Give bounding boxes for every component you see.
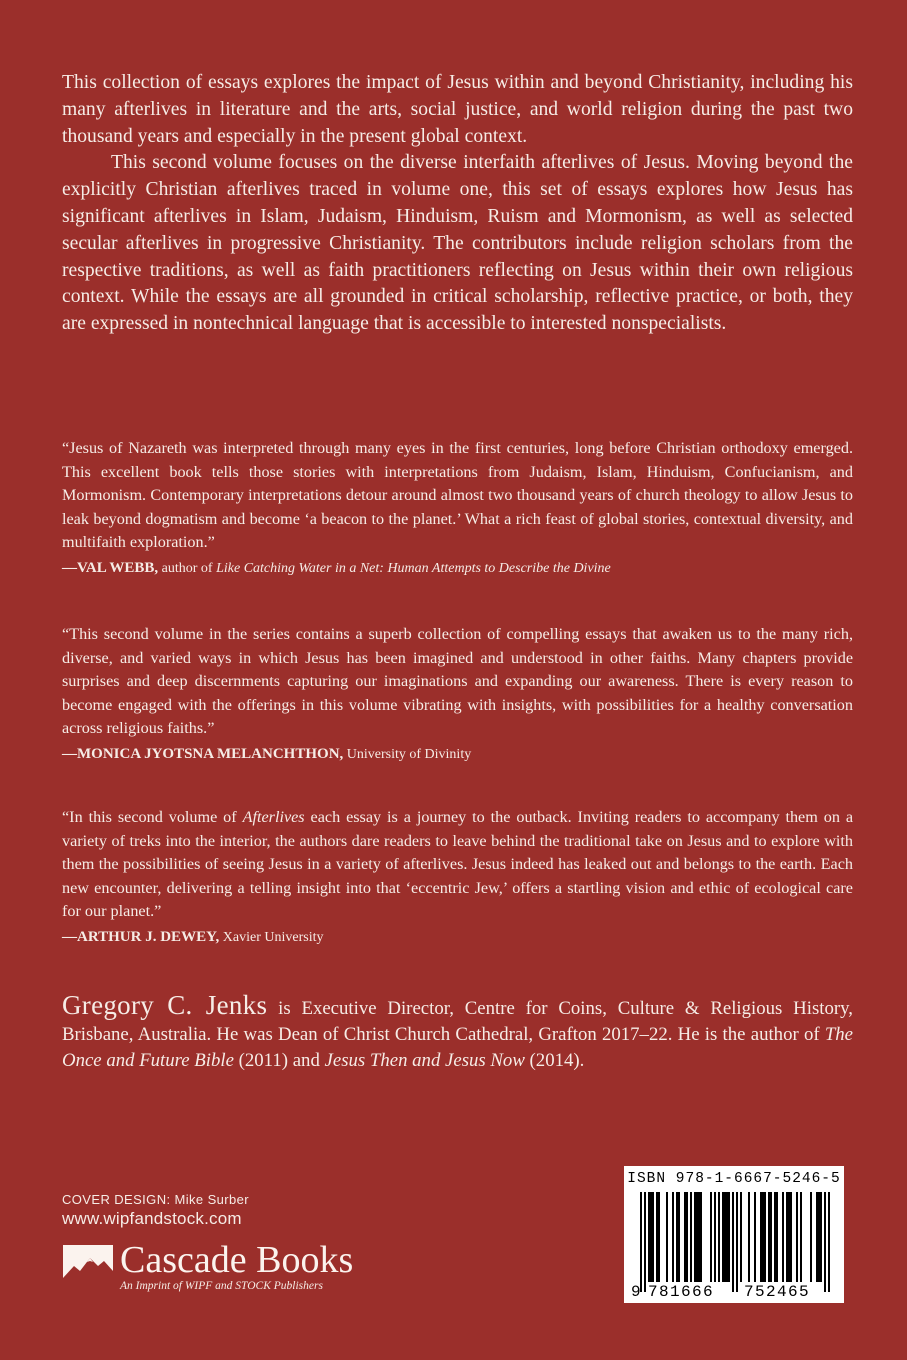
barcode-bar: [764, 1192, 766, 1282]
barcode-bar: [788, 1192, 790, 1282]
endorser-affiliation: University of Divinity: [343, 746, 472, 762]
barcode-bar: [686, 1192, 688, 1282]
quote-book-title: Afterlives: [242, 808, 305, 826]
bio-book-title-1: The Once and Future Bible: [62, 1024, 853, 1071]
barcode-bar: [722, 1192, 724, 1282]
publisher-logo: [62, 1239, 392, 1302]
barcode-bar: [656, 1192, 658, 1282]
publisher-website: www.wipfandstock.com: [62, 1209, 242, 1228]
barcode-bar: [650, 1192, 652, 1282]
barcode-bar: [710, 1192, 712, 1282]
barcode-bar: [728, 1192, 730, 1282]
endorsement-attribution: [62, 557, 853, 581]
barcode-bar: [818, 1192, 820, 1282]
barcode-bar: [658, 1192, 660, 1282]
barcode-bar: [790, 1192, 792, 1282]
quote-text-start: “In this second volume of: [62, 808, 243, 826]
barcode-bar: [800, 1192, 802, 1282]
endorser-affiliation: Xavier University: [219, 929, 324, 945]
barcode-right-digits: 752465: [744, 1283, 811, 1301]
barcode-bar: [754, 1192, 756, 1282]
isbn-barcode: [624, 1166, 844, 1303]
barcode-icon: [624, 1192, 844, 1292]
barcode-bar: [782, 1192, 784, 1282]
description-paragraph-2: This second volume focuses on the diverse interfaith afterlives of Jesus. Moving beyond the explicitly Christian afterlives traced in volume one, this set of essays explores how Jesus has significant afterlives in Islam, Judaism, Hinduism, Ruism and Mormonism, as well as selected secular afterlives in progressive Christianity. The contributors include religion scholars from the respective traditions, as well as faith practitioners reflecting on Jesus within their own religious context. While the essays are all grounded in critical scholarship, reflective practice, or both, they are expressed in nontechnical language that is accessible to interested nonspecialists.: [62, 152, 853, 335]
barcode-bar: [694, 1192, 696, 1282]
publisher-name: Cascade Books: [120, 1239, 354, 1281]
barcode-left-digits: 781666: [648, 1283, 715, 1301]
barcode-bar: [824, 1192, 826, 1292]
barcode-bar: [726, 1192, 728, 1282]
endorsement-3: [62, 806, 853, 950]
barcode-bar: [666, 1192, 668, 1282]
barcode-bar: [696, 1192, 698, 1282]
barcode-bar: [640, 1192, 642, 1292]
barcode-bar: [690, 1192, 692, 1282]
barcode-bar: [732, 1192, 734, 1292]
endorsement-2: [62, 623, 853, 767]
barcode-bar: [698, 1192, 700, 1282]
endorser-name: —MONICA JYOTSNA MELANCHTHON,: [62, 745, 344, 762]
barcode-bar: [770, 1192, 772, 1282]
endorsement-quote: “This second volume in the series contains a superb collection of compelling essays that awaken us to the many rich, diverse, and varied ways in which Jesus has been imagined and understood in other faiths. Many chapters provide surprises and deep discernments capturing our imaginations and expanding our awareness. There is every reason to become engaged with the offerings in this volume vibrating with insights, with possibilities for a healthy conversation across religious faiths.”: [62, 625, 853, 738]
barcode-bar: [736, 1192, 738, 1292]
barcode-bar: [648, 1192, 650, 1282]
barcode-lead-digit: 9: [631, 1283, 643, 1301]
barcode-bar: [652, 1192, 654, 1282]
barcode-bar: [672, 1192, 674, 1282]
bio-text: (2014).: [524, 1050, 585, 1071]
cover-design-credit: COVER DESIGN: Mike Surber: [62, 1192, 249, 1207]
author-bio: [62, 992, 853, 1074]
barcode-bar: [776, 1192, 778, 1282]
barcode-bar: [816, 1192, 818, 1282]
barcode-bar: [796, 1192, 798, 1282]
endorsement-1: [62, 437, 853, 581]
barcode-bar: [740, 1192, 742, 1282]
endorser-name: —VAL WEBB,: [62, 559, 159, 576]
credits: [62, 1192, 249, 1229]
barcode-bar: [684, 1192, 686, 1282]
author-name: Gregory C. Jenks: [62, 990, 268, 1020]
mountain-logo-icon: [62, 1244, 114, 1288]
endorser-book-title: Like Catching Water in a Net: Human Attempts to Describe the Divine: [216, 560, 611, 576]
barcode-bar: [762, 1192, 764, 1282]
description-paragraph-1: This collection of essays explores the impact of Jesus within and beyond Christianity, including his many afterlives in literature and the arts, social justice, and world religion during the past two thousand years and especially in the present global context.: [62, 72, 853, 147]
barcode-bar: [786, 1192, 788, 1282]
barcode-bar: [718, 1192, 720, 1282]
bio-text: is Executive Director, Centre for Coins, Culture & Religious History, Brisbane, Australia. He was Dean of Christ Church Cathedral, Grafton 2017–22. He is the author of: [62, 998, 853, 1045]
endorsement-quote: [62, 806, 853, 924]
endorser-affiliation-prefix: author of: [158, 560, 217, 576]
barcode-bar: [714, 1192, 716, 1282]
barcode-bar: [700, 1192, 702, 1282]
barcode-bar: [644, 1192, 646, 1292]
description-blurb: [62, 70, 853, 338]
barcode-bar: [820, 1192, 822, 1282]
isbn-label: ISBN 978-1-6667-5246-5: [627, 1171, 841, 1187]
bio-book-title-2: Jesus Then and Jesus Now: [324, 1050, 525, 1071]
bio-text: (2011) and: [233, 1050, 325, 1071]
endorsement-attribution: [62, 926, 853, 950]
barcode-bar: [676, 1192, 678, 1282]
barcode-bar: [828, 1192, 830, 1292]
barcode-bar: [768, 1192, 770, 1282]
barcode-bar: [724, 1192, 726, 1282]
endorsement-quote: “Jesus of Nazareth was interpreted through many eyes in the first centuries, long before Christian orthodoxy emerged. This excellent book tells those stories with interpretations from Judaism, Islam, Hinduism, Confucianism, and Mormonism. Contemporary interpretations detour around almost two thousand years of church theology to allow Jesus to leak beyond dogmatism and become ‘a beacon to the planet.’ What a rich feast of global stories, contextual diversity, and multifaith exploration.”: [62, 439, 853, 552]
barcode-bar: [748, 1192, 750, 1282]
publisher-imprint: An Imprint of WIPF and STOCK Publishers: [120, 1280, 323, 1292]
endorsement-attribution: [62, 743, 853, 767]
barcode-bar: [760, 1192, 762, 1282]
barcode-bar: [810, 1192, 812, 1282]
endorser-name: —ARTHUR J. DEWEY,: [62, 928, 220, 945]
quote-text-end: each essay is a journey to the outback. Inviting readers to accompany them on a variety of treks into the interior, the authors dare readers to leave behind the traditional take on Jesus and to explore with them the possibilities of seeing Jesus in a variety of afterlives. Jesus indeed has leaked out and belongs to the earth. Each new encounter, delivering a telling insight into that ‘eccentric Jew,’ offers a startling vision and ethic of ecological care for our planet.”: [62, 808, 853, 921]
barcode-bar: [774, 1192, 776, 1282]
barcode-bar: [678, 1192, 680, 1282]
